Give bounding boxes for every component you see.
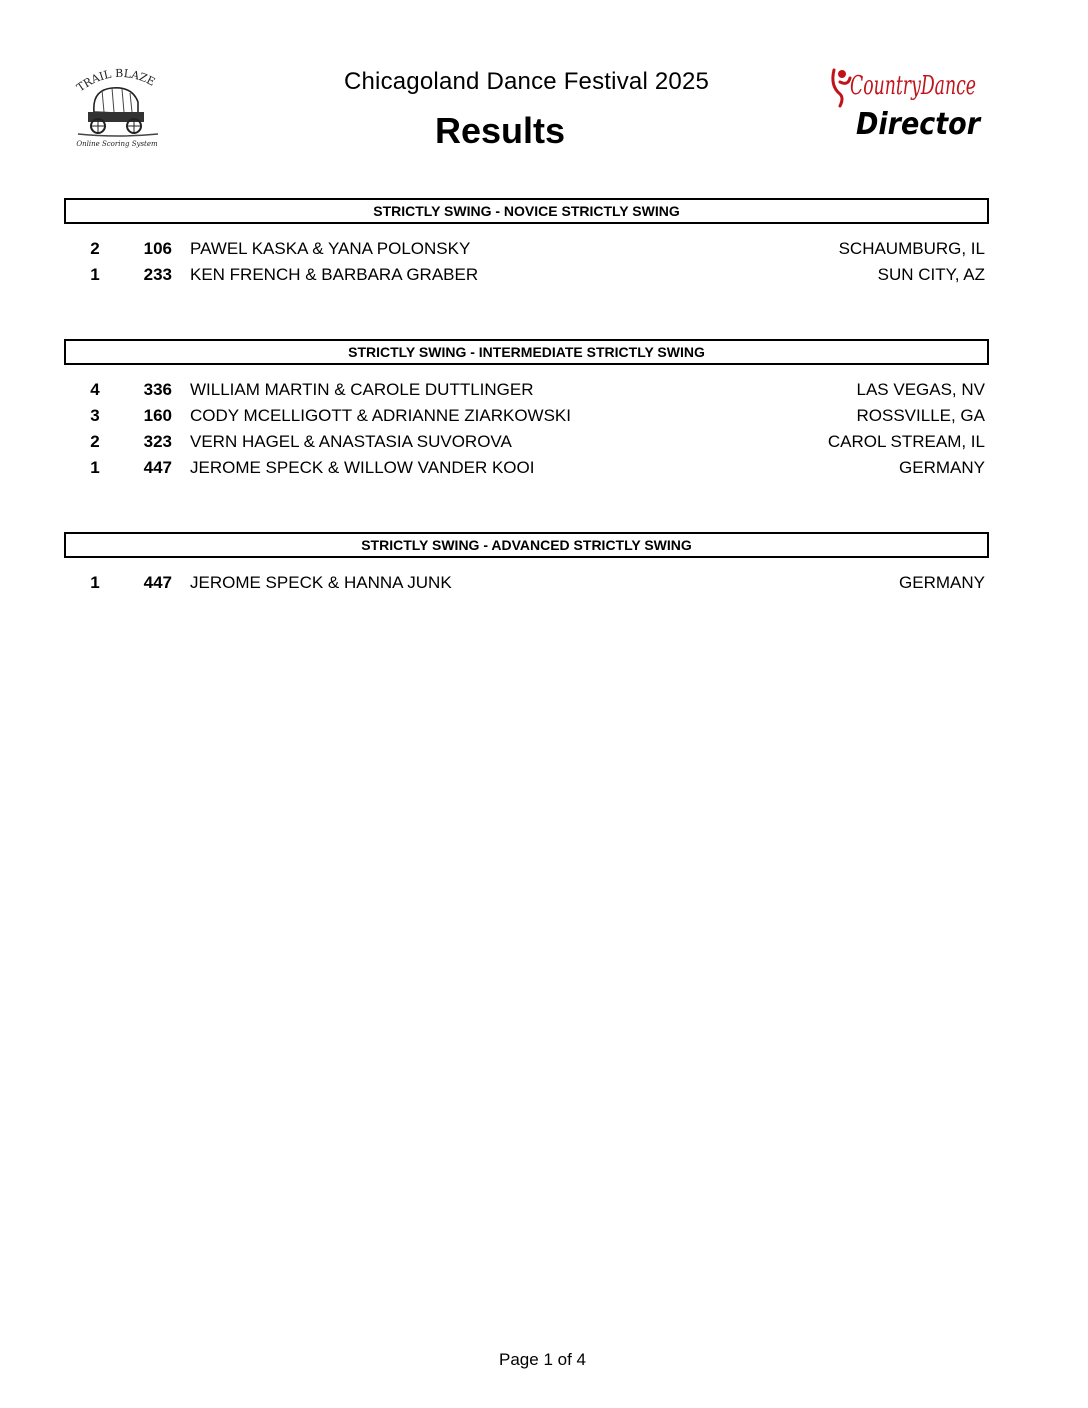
section-title: STRICTLY SWING - ADVANCED STRICTLY SWING — [64, 532, 989, 558]
dancer-icon — [828, 64, 988, 144]
logo-bottom-text: Online Scoring System — [76, 140, 158, 148]
result-row — [64, 570, 989, 596]
location: LAS VEGAS, NV — [856, 380, 985, 399]
location: CAROL STREAM, IL — [827, 432, 985, 451]
location: SUN CITY, AZ — [877, 265, 985, 284]
results-section-advanced — [64, 532, 989, 596]
event-title: Chicagoland Dance Festival 2025 — [343, 68, 710, 95]
couple-names: CODY MCELLIGOTT & ADRIANNE ZIARKOWSKI — [190, 406, 571, 425]
logo-director-text: Director — [856, 107, 982, 142]
result-row — [64, 377, 989, 403]
couple-names: PAWEL KASKA & YANA POLONSKY — [190, 239, 471, 258]
bib-number: 160 — [143, 406, 172, 425]
bib-number: 447 — [143, 458, 172, 477]
location: GERMANY — [899, 458, 985, 477]
results-section-novice — [64, 198, 989, 288]
bib-number: 447 — [143, 573, 172, 592]
place: 1 — [90, 458, 100, 477]
place: 2 — [90, 432, 100, 451]
results-section-intermediate — [64, 339, 989, 481]
result-row — [64, 262, 989, 288]
location: SCHAUMBURG, IL — [838, 239, 985, 258]
couple-names: JEROME SPECK & WILLOW VANDER KOOI — [190, 458, 535, 477]
country-dance-director-logo — [828, 64, 988, 144]
bib-number: 233 — [143, 265, 172, 284]
logo-country-dance-text: CountryDance — [850, 71, 976, 101]
page-title: Results — [434, 110, 566, 151]
result-row — [64, 236, 989, 262]
place: 4 — [90, 380, 100, 399]
result-row — [64, 429, 989, 455]
bib-number: 106 — [143, 239, 172, 258]
couple-names: WILLIAM MARTIN & CAROLE DUTTLINGER — [190, 380, 534, 399]
place: 1 — [90, 573, 100, 592]
section-title: STRICTLY SWING - NOVICE STRICTLY SWING — [64, 198, 989, 224]
place: 2 — [90, 239, 100, 258]
location: GERMANY — [899, 573, 985, 592]
bib-number: 323 — [143, 432, 172, 451]
couple-names: JEROME SPECK & HANNA JUNK — [190, 573, 452, 592]
page-number: Page 1 of 4 — [499, 1350, 586, 1369]
result-row — [64, 403, 989, 429]
couple-names: KEN FRENCH & BARBARA GRABER — [190, 265, 479, 284]
location: ROSSVILLE, GA — [856, 406, 985, 425]
bib-number: 336 — [143, 380, 172, 399]
couple-names: VERN HAGEL & ANASTASIA SUVOROVA — [190, 432, 512, 451]
result-row — [64, 455, 989, 481]
section-title: STRICTLY SWING - INTERMEDIATE STRICTLY SWING — [64, 339, 989, 365]
place: 3 — [90, 406, 100, 425]
place: 1 — [90, 265, 100, 284]
logo-top-text: TRAIL BLAZE — [74, 66, 158, 95]
